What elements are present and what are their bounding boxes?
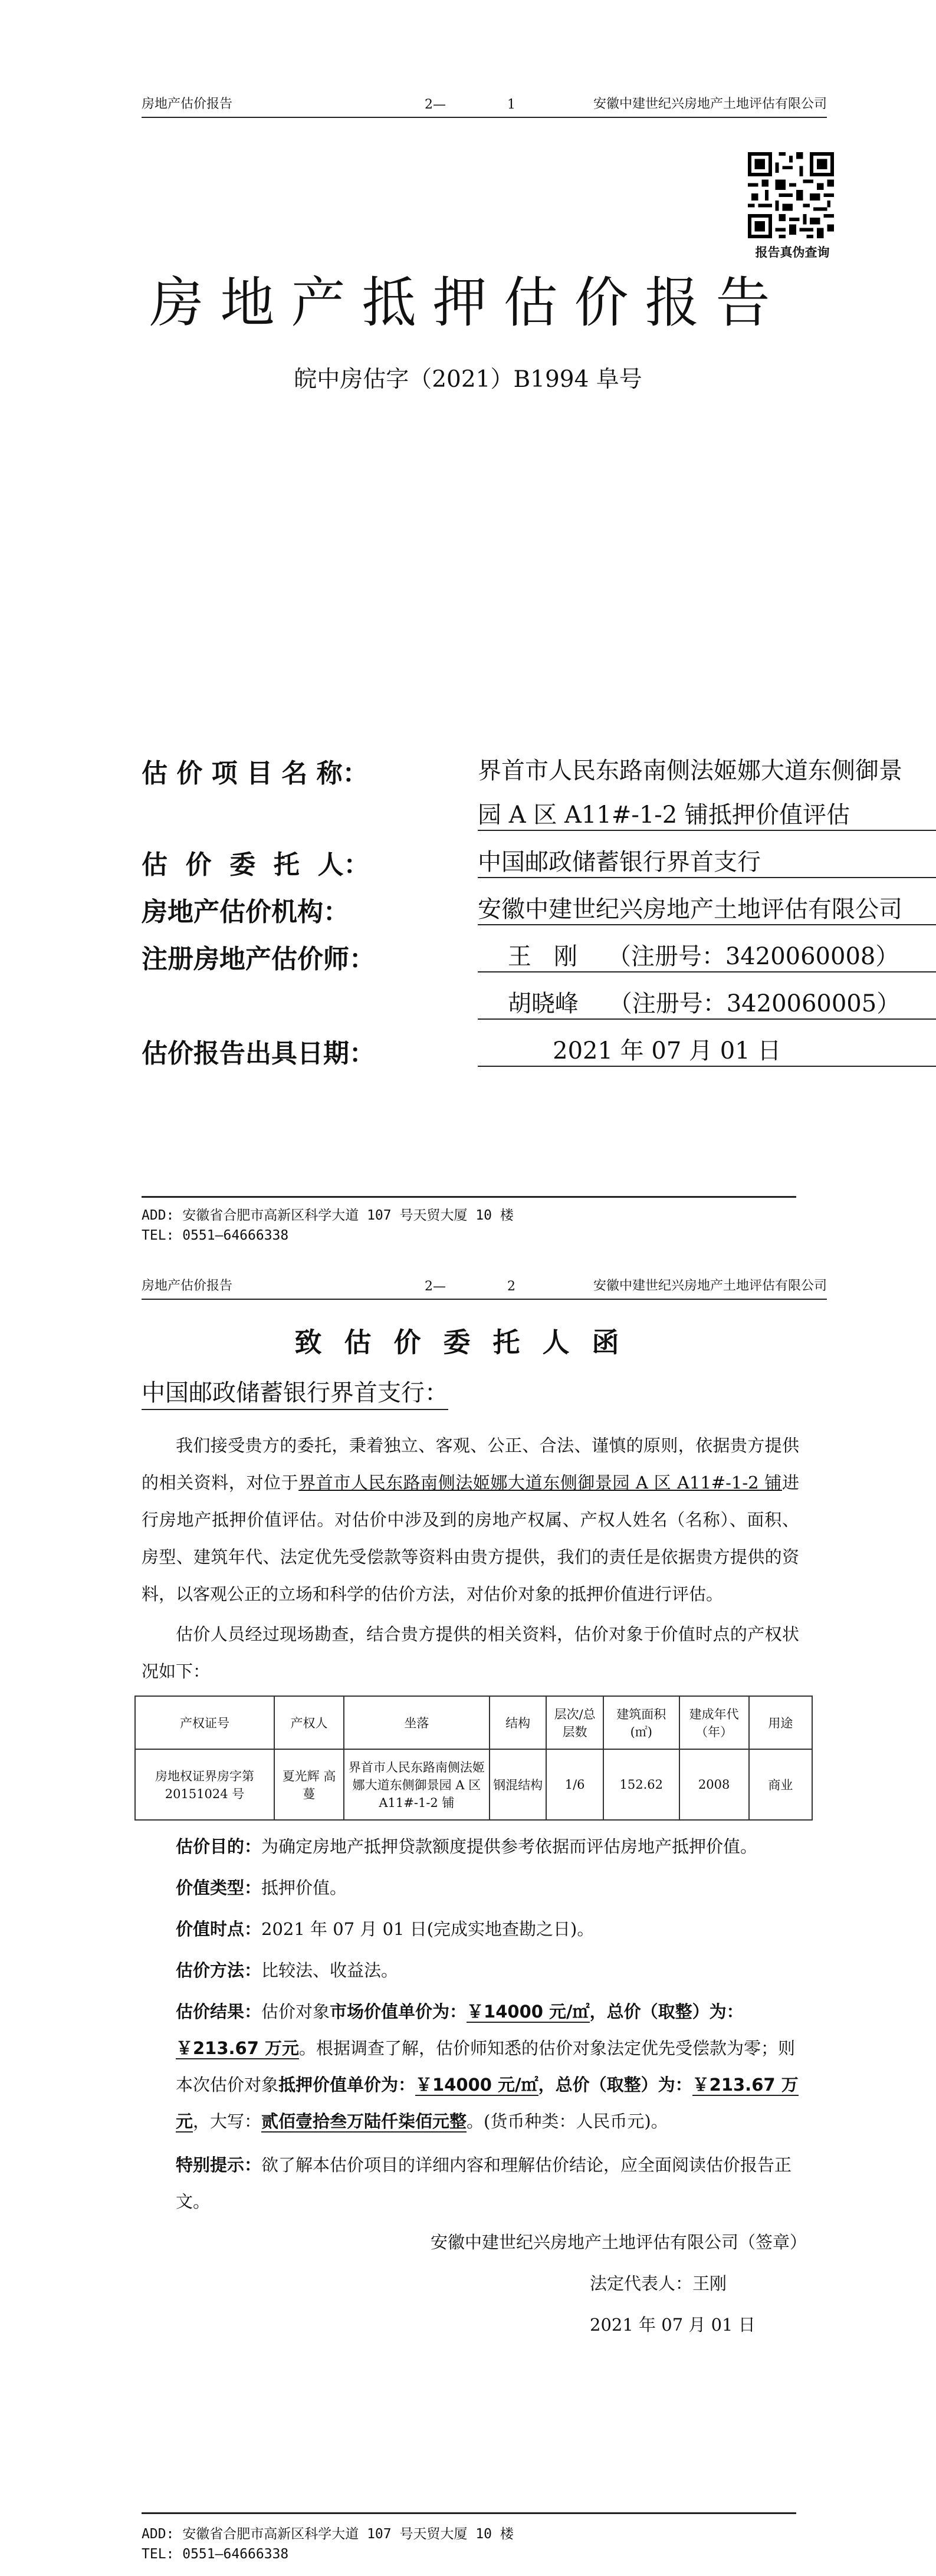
intro-paragraph [142, 1427, 799, 1613]
col-use: 用途 [749, 1696, 812, 1749]
market-total-price: ￥213.67 万元 [176, 2038, 300, 2058]
method-text: 比较法、收益法。 [261, 1960, 399, 1980]
market-unit-price: ￥14000 元/㎡ [467, 2002, 590, 2022]
result-text-1: 估价对象 [261, 2002, 330, 2022]
footer-address: ADD: 安徽省合肥市高新区科学大道 107 号天贸大厦 10 楼 [142, 1208, 514, 1223]
footer-divider [142, 2512, 796, 2514]
cell-cert-no: 房地权证界房字第 20151024 号 [135, 1749, 274, 1820]
footer-tel: TEL: 0551—64666338 [142, 2547, 289, 2562]
cell-use: 商业 [749, 1749, 812, 1820]
result-item [176, 1993, 801, 2140]
header-page-number: 1 [507, 97, 515, 112]
value-type-item [176, 1869, 801, 1906]
result-text-2: 市场价值单价为： [330, 2002, 467, 2022]
purpose-item [176, 1828, 801, 1865]
result-label: 估价结果： [176, 2002, 262, 2022]
legal-representative: 法定代表人：王刚 [590, 2273, 727, 2294]
value-date-label: 价值时点： [176, 1919, 262, 1939]
field-label: 房地产估价机构： [142, 897, 349, 927]
table-row [135, 1749, 812, 1820]
report-number: 皖中房估字（2021）B1994 阜号 [294, 366, 642, 393]
purpose-text: 为确定房地产抵押贷款额度提供参考依据而评估房地产抵押价值。 [261, 1836, 758, 1857]
mortgage-total-price: ￥213.67 万元 [176, 2075, 799, 2131]
cell-floor: 1/6 [546, 1749, 603, 1820]
property-location: 界首市人民东路南侧法姬娜大道东侧御景园 A 区 A11#-1-2 铺 [298, 1473, 782, 1493]
intro-text-b: 进行房地产抵押价值评估。对估价中涉及到的房地产权属、产权人姓名（名称）、面积、房型、建筑年代、法定优先受偿款等资料由贵方提供，我们的责任是依据贵方提供的资料，以客观公正的立场和科学的估价方法，对估价对象的抵押价值进行评估。 [142, 1473, 799, 1604]
intro-text-a: 我们接受贵方的委托，秉着独立、客观、公正、合法、谨慎的原则，依据贵方提供的相关资料，对位于 [142, 1435, 799, 1493]
purpose-label: 估价目的： [176, 1836, 262, 1857]
col-location: 坐落 [344, 1696, 490, 1749]
result-text-7: 抵押价值单价为： [278, 2075, 416, 2095]
field-value: 胡晓峰 （注册号：3420060005） [478, 985, 936, 1020]
amount-in-words: 贰佰壹拾叁万陆仟柒佰元整 [261, 2111, 467, 2131]
footer-tel: TEL: 0551—64666338 [142, 1228, 289, 1243]
header-company: 安徽中建世纪兴房地产土地评估有限公司 [593, 97, 827, 111]
cell-structure: 钢混结构 [490, 1749, 547, 1820]
value-type-text: 抵押价值。 [261, 1878, 347, 1898]
qr-code-icon[interactable] [748, 152, 834, 238]
footer-address: ADD: 安徽省合肥市高新区科学大道 107 号天贸大厦 10 楼 [142, 2526, 514, 2542]
field-label: 注册房地产估价师： [142, 944, 375, 974]
header-report-type: 房地产估价报告 [142, 1279, 233, 1293]
page-header [142, 93, 827, 118]
cell-location: 界首市人民东路南侧法姬娜大道东侧御景园 A 区 A11#-1-2 铺 [344, 1749, 490, 1820]
field-value: 园 A 区 A11#-1-2 铺抵押价值评估 [478, 796, 936, 831]
result-text-9: ，总价（取整）为： [538, 2075, 692, 2095]
table-header-row [135, 1696, 812, 1749]
header-company: 安徽中建世纪兴房地产土地评估有限公司 [593, 1279, 827, 1293]
col-area: 建筑面积(㎡) [603, 1696, 679, 1749]
notice-label: 特别提示： [176, 2155, 262, 2175]
field-value: 中国邮政储蓄银行界首支行 [478, 843, 936, 878]
field-value: 王 刚 （注册号：3420060008） [478, 938, 936, 972]
result-text-11: ，大写： [193, 2111, 262, 2131]
result-text-13: 。(货币种类：人民币元)。 [467, 2111, 668, 2131]
page-header [142, 1275, 827, 1300]
field-value: 2021 年 07 月 01 日 [478, 1032, 936, 1067]
cell-area: 152.62 [603, 1749, 679, 1820]
value-date-item [176, 1911, 801, 1947]
cover-page [0, 0, 936, 1250]
field-label: 估 价 项 目 名 称： [142, 758, 369, 788]
header-report-type: 房地产估价报告 [142, 97, 233, 111]
result-text-6: 。根据调查了解，估价师知悉的估价对象法定优先受偿款为零；则本次估价对象 [176, 2038, 796, 2095]
footer-divider [142, 1196, 796, 1198]
header-page-prefix: 2— [425, 97, 446, 112]
col-owner: 产权人 [274, 1696, 344, 1749]
col-floor: 层次/总层数 [546, 1696, 603, 1749]
cell-owner: 夏光辉 高蔓 [274, 1749, 344, 1820]
col-cert-no: 产权证号 [135, 1696, 274, 1749]
letter-title: 致估价委托人函 [294, 1326, 642, 1358]
header-page-number: 2 [507, 1279, 515, 1294]
field-label: 估 价 委 托 人： [142, 850, 370, 880]
mortgage-unit-price: ￥14000 元/㎡ [415, 2075, 538, 2095]
field-label: 估价报告出具日期： [142, 1039, 375, 1069]
cell-year: 2008 [679, 1749, 749, 1820]
col-structure: 结构 [490, 1696, 547, 1749]
value-date-text: 2021 年 07 月 01 日(完成实地查勘之日)。 [261, 1919, 595, 1939]
value-type-label: 价值类型： [176, 1878, 262, 1898]
letter-page [0, 1250, 936, 2576]
col-year: 建成年代（年） [679, 1696, 749, 1749]
result-text-4: ，总价（取整）为： [589, 2002, 744, 2022]
report-title: 房地产抵押估价报告 [149, 271, 787, 334]
signer-company: 安徽中建世纪兴房地产土地评估有限公司（签章） [431, 2232, 807, 2252]
property-table [134, 1696, 813, 1821]
sign-date: 2021 年 07 月 01 日 [590, 2315, 756, 2335]
header-page-prefix: 2— [425, 1279, 446, 1294]
method-label: 估价方法： [176, 1960, 262, 1980]
survey-paragraph: 估价人员经过现场勘查，结合贵方提供的相关资料，估价对象于价值时点的产权状况如下： [142, 1624, 799, 1681]
notice-text: 欲了解本估价项目的详细内容和理解估价结论，应全面阅读估价报告正文。 [176, 2155, 792, 2212]
field-value: 界首市人民东路南侧法姬娜大道东侧御景 [478, 757, 902, 784]
field-value: 安徽中建世纪兴房地产土地评估有限公司 [478, 891, 936, 925]
method-item [176, 1952, 801, 1989]
letter-recipient: 中国邮政储蓄银行界首支行： [142, 1374, 448, 1410]
qr-caption: 报告真伪查询 [755, 245, 830, 259]
notice-item [176, 2147, 801, 2220]
